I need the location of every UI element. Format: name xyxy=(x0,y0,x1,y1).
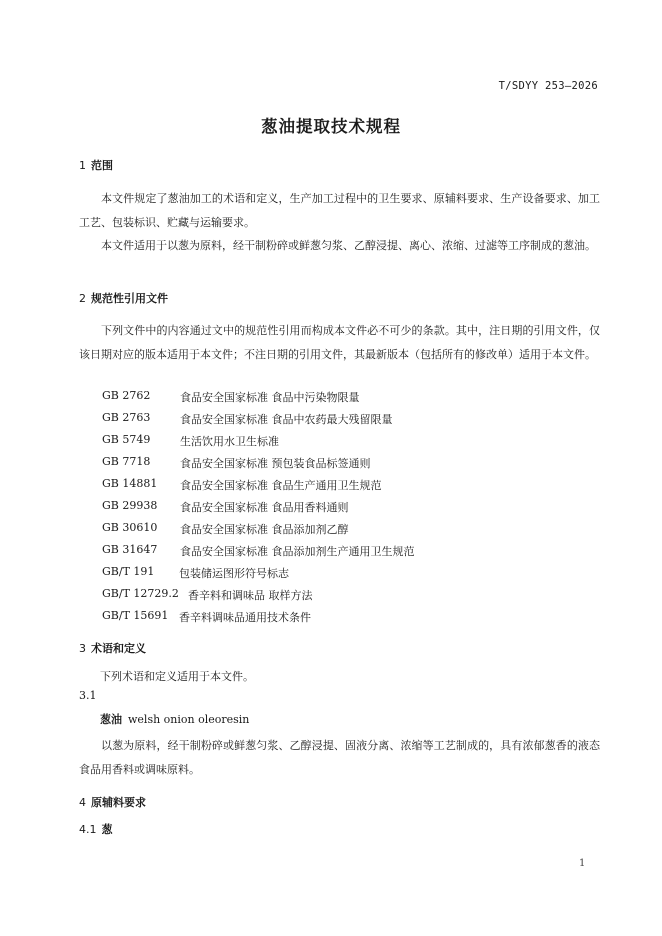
reference-item xyxy=(102,477,502,493)
term-name-en: welsh onion oleoresin xyxy=(128,713,250,726)
terms-intro: 下列术语和定义适用于本文件。 xyxy=(100,670,254,683)
reference-title: 香辛料和调味品 取样方法 xyxy=(188,589,313,602)
subsection-title: 葱 xyxy=(101,823,113,836)
subsection-4-1-heading xyxy=(79,821,113,837)
section-title: 术语和定义 xyxy=(91,642,146,655)
subsection-number: 4.1 xyxy=(79,823,97,836)
term-number: 3.1 xyxy=(79,689,97,702)
document-title: 葱油提取技术规程 xyxy=(261,117,401,136)
reference-title: 生活饮用水卫生标准 xyxy=(180,435,279,448)
reference-code: GB 14881 xyxy=(102,477,158,490)
reference-item xyxy=(102,455,502,471)
section-number: 4 xyxy=(79,796,86,809)
reference-code: GB 2763 xyxy=(102,411,151,424)
reference-code: GB/T 12729.2 xyxy=(102,587,179,600)
reference-title: 食品安全国家标准 食品中污染物限量 xyxy=(180,391,360,404)
reference-code: GB 29938 xyxy=(102,499,158,512)
reference-item xyxy=(102,609,502,625)
reference-item xyxy=(102,521,502,537)
reference-title: 食品安全国家标准 预包装食品标签通则 xyxy=(180,457,371,470)
term-entry xyxy=(100,711,249,727)
section-title: 规范性引用文件 xyxy=(91,292,168,305)
reference-title: 食品安全国家标准 食品用香料通则 xyxy=(180,501,349,514)
reference-item xyxy=(102,411,502,427)
reference-title: 包装储运图形符号标志 xyxy=(179,567,289,580)
scope-paragraph-1: 本文件规定了葱油加工的术语和定义，生产加工过程中的卫生要求、原辅料要求、生产设备要求、加工工艺、包装标识、贮藏与运输要求。 xyxy=(79,192,600,229)
reference-title: 食品安全国家标准 食品中农药最大残留限量 xyxy=(180,413,393,426)
scope-paragraph-2: 本文件适用于以葱为原料，经干制粉碎或鲜葱匀浆、乙醇浸提、离心、浓缩、过滤等工序制成的葱油。 xyxy=(101,239,596,252)
reference-title: 食品安全国家标准 食品生产通用卫生规范 xyxy=(180,479,382,492)
reference-code: GB 7718 xyxy=(102,455,151,468)
term-definition: 以葱为原料，经干制粉碎或鲜葱匀浆、乙醇浸提、固液分离、浓缩等工艺制成的，具有浓郁葱香的液态食品用香料或调味原料。 xyxy=(79,739,600,776)
reference-item xyxy=(102,499,502,515)
reference-item xyxy=(102,389,502,405)
reference-code: GB 30610 xyxy=(102,521,158,534)
section-title: 范围 xyxy=(91,159,113,172)
section-title: 原辅料要求 xyxy=(91,796,146,809)
section-number: 3 xyxy=(79,642,86,655)
reference-item xyxy=(102,565,502,581)
page-number: 1 xyxy=(579,858,586,869)
section-1-heading xyxy=(79,157,113,173)
reference-title: 食品安全国家标准 食品添加剂生产通用卫生规范 xyxy=(180,545,415,558)
document-number: T/SDYY 253—2026 xyxy=(498,80,598,92)
reference-code: GB/T 15691 xyxy=(102,609,169,622)
section-number: 2 xyxy=(79,292,86,305)
reference-title: 食品安全国家标准 食品添加剂乙醇 xyxy=(180,523,349,536)
section-2-heading xyxy=(79,290,168,306)
section-number: 1 xyxy=(79,159,86,172)
reference-title: 香辛料调味品通用技术条件 xyxy=(179,611,311,624)
normative-references-intro: 下列文件中的内容通过文中的规范性引用而构成本文件必不可少的条款。其中，注日期的引用文件，仅该日期对应的版本适用于本文件；不注日期的引用文件，其最新版本（包括所有的修改单）适用于本文件。 xyxy=(79,324,600,361)
reference-item xyxy=(102,587,502,603)
section-3-heading xyxy=(79,640,146,656)
reference-item xyxy=(102,543,502,559)
reference-code: GB 2762 xyxy=(102,389,151,402)
reference-code: GB 5749 xyxy=(102,433,151,446)
reference-item xyxy=(102,433,502,449)
section-4-heading xyxy=(79,794,146,810)
reference-code: GB/T 191 xyxy=(102,565,155,578)
term-name-cn: 葱油 xyxy=(100,713,122,726)
reference-code: GB 31647 xyxy=(102,543,158,556)
